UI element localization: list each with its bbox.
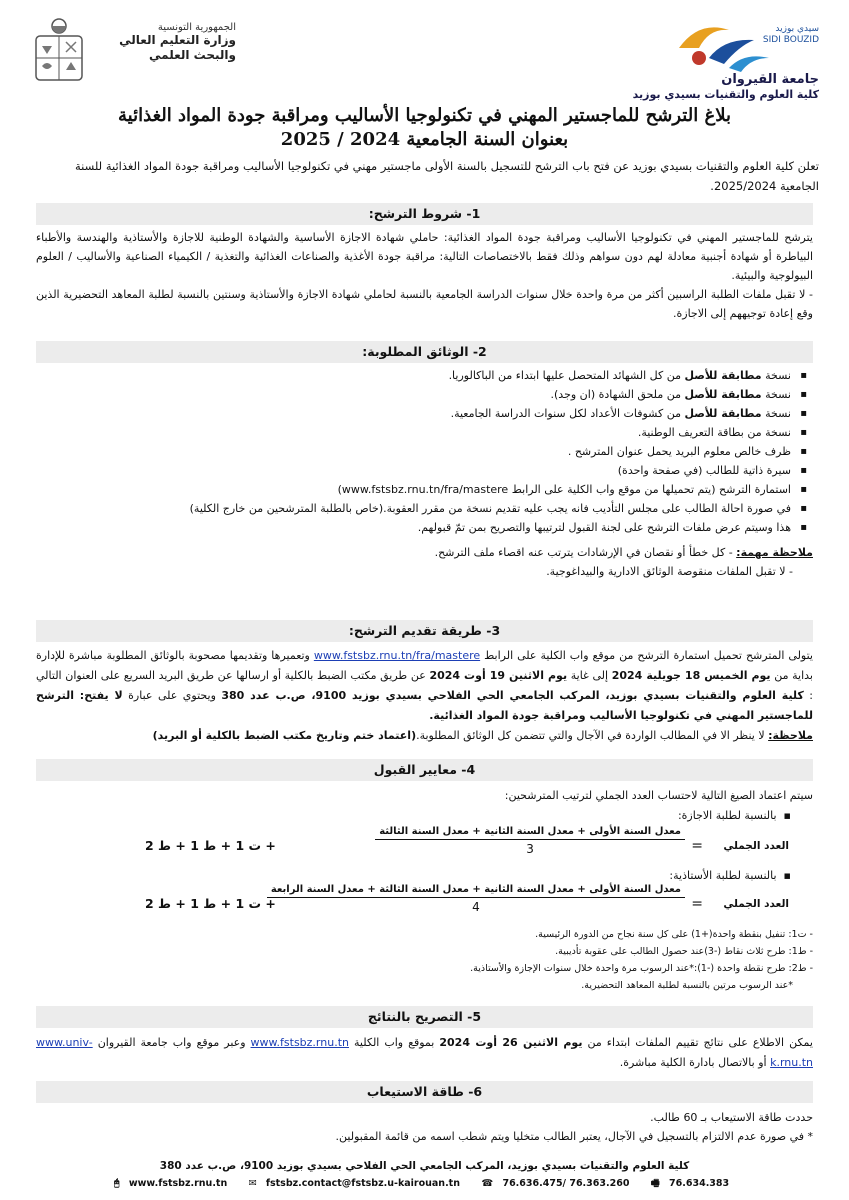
document-item bbox=[36, 425, 791, 440]
s3-text-5: ويحتوي على عبارة bbox=[122, 689, 222, 702]
document-item-text: نسخة bbox=[761, 388, 791, 401]
document-item-text-end: من كل الشهائد المتحصل عليها ابتداء من الباكالوريا. bbox=[448, 369, 685, 382]
title-line-2: بعنوان السنة الجامعية 2024 / 2025 bbox=[280, 129, 569, 150]
mailing-address: كلية العلوم والتقنيات بسيدي بوزيد، المركب الجامعي الحي الفلاحي بسيدي بوزيد 9100، ص.ب عدد 380 bbox=[221, 689, 804, 702]
section-3-body bbox=[36, 646, 813, 746]
footer bbox=[30, 1158, 819, 1192]
note-p1: - ط1: طرح ثلاث نقاط (-3)عند حصول الطالب على عقوبة تأديبية. bbox=[555, 946, 813, 957]
section-1-note: - لا تقبل ملفات الطلبة الراسبين أكثر من مرة واحدة خلال سنوات الدراسة الجامعية بالنسبة لحاملي شهادة الاجازة والأستاذية وسنتين بالنسبة لطلبة المعاهد التحضيرية الذين وقع إعادة توجيههم إلى الاجازة. bbox=[36, 288, 813, 320]
sidi-ar: سيدي بوزيد bbox=[775, 24, 819, 34]
university-block bbox=[579, 10, 819, 102]
s5-text-2: بموقع واب الكلية bbox=[348, 1036, 440, 1049]
licence-bonus-terms: + ت 1 + ط 1 + ط 2 bbox=[145, 838, 276, 853]
licence-label-text: بالنسبة لطلبة الاجازة: bbox=[677, 809, 777, 822]
equals-sign-2: = bbox=[691, 896, 703, 912]
footer-web: 🖰 www.fstsbz.rnu.tn bbox=[113, 1178, 228, 1189]
masters-label: ▪ بالنسبة لطلبة الأستاذية: bbox=[669, 869, 791, 882]
licence-label: ▪ بالنسبة لطلبة الاجازة: bbox=[677, 809, 791, 822]
ministry-block bbox=[30, 16, 240, 96]
section-5-body bbox=[36, 1033, 813, 1073]
document-item-text-end: من ملحق الشهادة (ان وجد). bbox=[550, 388, 685, 401]
section-1-body bbox=[36, 228, 813, 323]
document-item bbox=[36, 520, 791, 535]
footer-fax: 🖷 76.634.383 bbox=[650, 1178, 730, 1189]
document-item bbox=[36, 463, 791, 478]
s5-text-3: وعبر موقع واب جامعة القيروان bbox=[92, 1036, 251, 1049]
section-4-header: 4- معايير القبول bbox=[36, 759, 813, 781]
section-3-header: 3- طريقة تقديم الترشح: bbox=[36, 620, 813, 642]
document-item-text: نسخة bbox=[761, 369, 791, 382]
important-note-label: ملاحظة مهمة: bbox=[736, 546, 813, 559]
total-label: العدد الجملي bbox=[723, 840, 789, 852]
section-2-body bbox=[36, 368, 813, 579]
important-note-1: - كل خطأ أو نقصان في الإرشادات يترتب عنه اقصاء ملف الترشح. bbox=[434, 546, 737, 559]
footer-web-text[interactable]: www.fstsbz.rnu.tn bbox=[128, 1178, 228, 1189]
document-item bbox=[36, 444, 791, 459]
masters-label-text: بالنسبة لطلبة الأستاذية: bbox=[669, 869, 777, 882]
document-item-emphasis: مطابقة للأصل bbox=[684, 388, 762, 401]
start-date: يوم الخميس 18 جويلية 2024 bbox=[611, 669, 771, 682]
application-form-link[interactable]: www.fstsbz.rnu.tn/fra/mastere bbox=[313, 649, 481, 662]
s3-text-3: إلى غاية bbox=[567, 669, 612, 682]
s5-text-4: أو بالاتصال بادارة الكلية مباشرة. bbox=[619, 1056, 771, 1069]
faculty-name: كلية العلوم والتقنيات بسيدي بوزيد bbox=[632, 88, 819, 101]
letterhead bbox=[30, 10, 819, 102]
note-t1: - ت1: تنفيل بنقطة واحدة(+1) على كل سنة نجاح من الدورة الرئيسية. bbox=[535, 929, 813, 940]
document-item bbox=[36, 406, 791, 421]
document-item-text: هذا وسيتم عرض ملفات الترشح على لجنة القبول لترتيبها والتصريح بمن تمّ قبولهم. bbox=[417, 521, 791, 534]
s3-note-text: لا ينظر الا في المطالب الواردة في الآجال والتي تتضمن كل الوثائق المطلوبة. bbox=[416, 729, 769, 742]
document-item bbox=[36, 368, 791, 383]
sidi-fr: SIDI BOUZID bbox=[762, 35, 819, 45]
footer-email-text[interactable]: fstsbz.contact@fstsbz.u-kairouan.tn bbox=[265, 1178, 460, 1189]
document-item-emphasis: مطابقة للأصل bbox=[684, 407, 762, 420]
masters-numerator: معدل السنة الأولى + معدل السنة الثانية + معدل السنة الثالثة + معدل السنة الرابعة bbox=[267, 884, 685, 898]
document-item bbox=[36, 501, 791, 516]
announcement-title bbox=[30, 104, 819, 152]
s3-note-label: ملاحظة: bbox=[768, 729, 813, 742]
equals-sign: = bbox=[691, 838, 703, 854]
document-item-text: في صورة احالة الطالب على مجلس التأديب فانه يجب عليه تقديم نسخة من مقرر العقوبة.(خاص بالطلبة المترشحين من خارج الكلية) bbox=[189, 502, 791, 515]
envelope-phrase: لا يفتح: الترشح للماجستير المهني في تكنولوجيا الأساليب ومراقبة جودة المواد الغذائية. bbox=[36, 689, 813, 722]
s3-note bbox=[36, 726, 813, 746]
s3-text-2: وتعميرها وتقديمها مصحوبة بالوثائق المطلوبة مباشرة للإدارة بداية من bbox=[36, 649, 813, 682]
footer-phone-text: 76.636.475/ 76.363.260 bbox=[502, 1178, 630, 1189]
footer-fax-text: 76.634.383 bbox=[669, 1178, 730, 1189]
masters-bonus-terms: + ت 1 + ط 1 + ط 2 bbox=[145, 896, 276, 911]
masters-fraction bbox=[267, 884, 685, 914]
ministry-name: وزارة التعليم العالي والبحث العلمي bbox=[119, 33, 236, 62]
masters-denominator: 4 bbox=[472, 900, 480, 914]
important-note-2: - لا تقبل الملفات منقوصة الوثائق الادارية والبيداغوجية. bbox=[546, 565, 793, 578]
document-item-emphasis: مطابقة للأصل bbox=[684, 369, 762, 382]
licence-denominator: 3 bbox=[526, 842, 534, 856]
faculty-website-link[interactable]: www.fstsbz.rnu.tn bbox=[250, 1036, 349, 1049]
total-label-2: العدد الجملي bbox=[723, 898, 789, 910]
documents-list bbox=[36, 368, 813, 535]
university-name: جامعة القيروان bbox=[721, 72, 819, 87]
formula-notes bbox=[36, 926, 813, 994]
footer-address: كلية العلوم والتقنيات بسيدي بوزيد، المركب الجامعي الحي الفلاحي بسيدي بوزيد 9100، ص.ب عدد 380 bbox=[159, 1160, 690, 1172]
s3-note-bold: (اعتماد ختم وتاريخ مكتب الضبط بالكلية أو البريد) bbox=[152, 729, 417, 742]
ministry-text bbox=[96, 22, 236, 63]
document-item-text: نسخة من بطاقة التعريف الوطنية. bbox=[637, 426, 791, 439]
s3-text-4: عن طريق مكتب الضبط بالكلية أو ارسالها عن طريق البريد السريع على العنوان التالي : bbox=[36, 669, 814, 702]
footer-email: ✉ fstsbz.contact@fstsbz.u-kairouan.tn bbox=[248, 1178, 460, 1189]
section-6-body bbox=[36, 1108, 813, 1146]
section-1-paragraph: يترشح للماجستير المهني في تكنولوجيا الأساليب ومراقبة جودة المواد الغذائية: حاملي شهادة الاجازة الأساسية والشهادة الوطنية للاجازة والأستاذية والهندسة والأطباء البياطرة أو شهادة أجنبية معادلة لهم دون سواهم وذلك فقط بالاختصاصات التالية: مراقبة جودة الأغذية والصناعات الغذائية والتغذية / الكيمياء الصناعية والأساليب / العلوم البيولوجية والبيئية. bbox=[36, 231, 813, 282]
capacity-note: * في صورة عدم الالتزام بالتسجيل في الآجال، يعتبر الطالب متخليا ويتم شطب اسمه من قائمة المقبولين. bbox=[335, 1130, 813, 1143]
section-2-header: 2- الوثائق المطلوبة: bbox=[36, 341, 813, 363]
university-website-link[interactable]: www.univ-k.rnu.tn bbox=[36, 1036, 813, 1069]
document-item bbox=[36, 482, 791, 497]
document-item-text: استمارة الترشح (يتم تحميلها من موقع واب الكلية على الرابط www.fstsbz.rnu.tn/fra/mastere) bbox=[337, 483, 791, 496]
republic-seal-icon bbox=[30, 16, 88, 86]
intro-paragraph: تعلن كلية العلوم والتقنيات بسيدي بوزيد عن فتح باب الترشح للتسجيل بالسنة الأولى ماجستير مهني في تكنولوجيا الأساليب ومراقبة جودة المواد الغذائية للسنة الجامعية 2025/2024. bbox=[74, 159, 819, 193]
section-1-header: 1- شروط الترشح: bbox=[36, 203, 813, 225]
end-date: يوم الاثنين 19 أوت 2024 bbox=[429, 669, 568, 682]
document-item-text: نسخة bbox=[761, 407, 791, 420]
document-item-text-end: من كشوفات الأعداد لكل سنوات الدراسة الجامعية. bbox=[450, 407, 685, 420]
footer-contacts bbox=[30, 1176, 819, 1192]
title-line-1: بلاغ الترشح للماجستير المهني في تكنولوجيا الأساليب ومراقبة جودة المواد الغذائية bbox=[118, 105, 731, 126]
s3-text-1: يتولى المترشح تحميل استمارة الترشح من موقع واب الكلية على الرابط bbox=[480, 649, 813, 662]
note-p2-extra: *عند الرسوب مرتين بالنسبة لطلبة المعاهد التحضيرية. bbox=[581, 980, 793, 991]
important-note bbox=[36, 545, 813, 560]
note-p2: - ط2: طرح نقطة واحدة (-1):*عند الرسوب مرة واحدة خلال سنوات الإجازة والأستاذية. bbox=[470, 963, 813, 974]
sidi-bouzid-label bbox=[763, 24, 819, 46]
document-item bbox=[36, 387, 791, 402]
s5-text-1: يمكن الاطلاع على نتائج تقييم الملفات ابتداء من bbox=[582, 1036, 813, 1049]
capacity-text: حددت طاقة الاستيعاب بـ 60 طالب. bbox=[650, 1111, 813, 1124]
document-item-text: ظرف خالص معلوم البريد يحمل عنوان المترشح . bbox=[567, 445, 791, 458]
licence-numerator: معدل السنة الأولى + معدل السنة الثانية + معدل السنة الثالثة bbox=[375, 826, 685, 840]
document-item-text: سيرة ذاتية للطالب (في صفحة واحدة) bbox=[617, 464, 791, 477]
results-date: يوم الاثنين 26 أوت 2024 bbox=[439, 1036, 583, 1049]
section-5-header: 5- التصريح بالنتائج bbox=[36, 1006, 813, 1028]
section-6-header: 6- طاقة الاستيعاب bbox=[36, 1081, 813, 1103]
republic-name: الجمهورية التونسية bbox=[157, 22, 236, 33]
footer-phone: ☎ 76.636.475/ 76.363.260 bbox=[481, 1178, 630, 1189]
section-4-intro: سيتم اعتماد الصيغ التالية لاحتساب العدد الجملي لترتيب المترشحين: bbox=[504, 789, 813, 802]
licence-fraction bbox=[375, 826, 685, 856]
